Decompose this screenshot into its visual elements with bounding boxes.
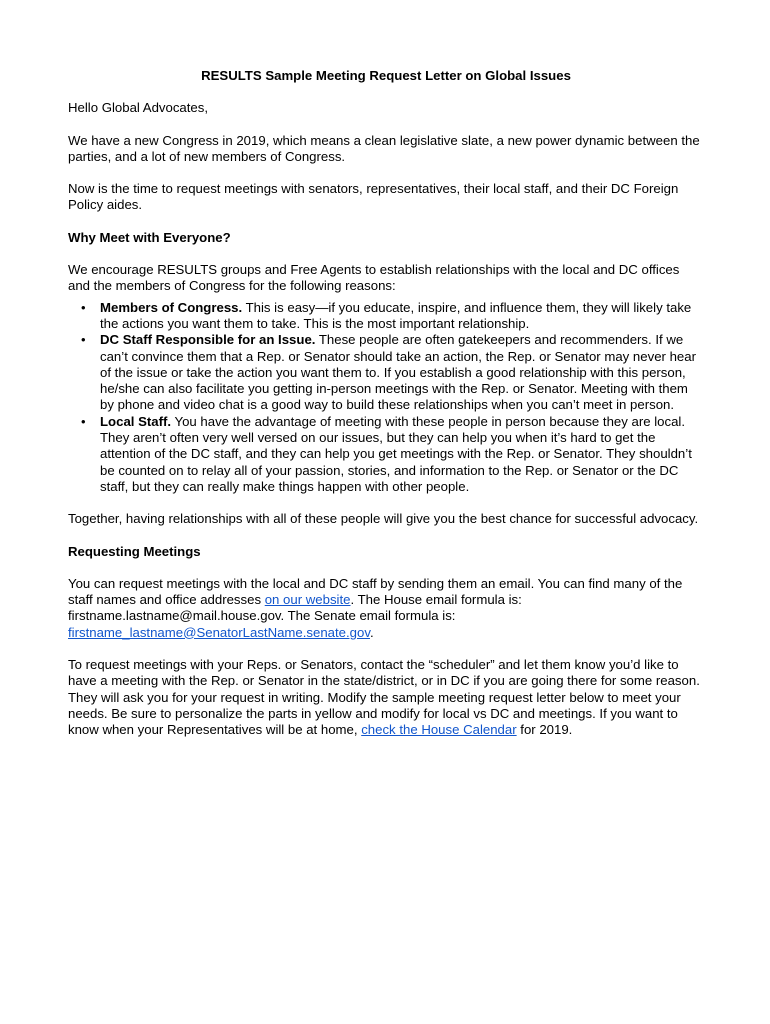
reasons-list	[68, 300, 704, 496]
list-item-lead: Local Staff.	[100, 413, 172, 429]
list-item-text: This is easy—if you educate, inspire, and influence them, they will likely take the actions you want them to take. This is the most important relationship.	[100, 299, 692, 331]
list-item	[81, 332, 704, 413]
list-item	[81, 413, 704, 495]
why-meet-paragraph: We encourage RESULTS groups and Free Agents to establish relationships with the local and DC offices and the members of Congress for the following reasons:	[68, 262, 680, 294]
requesting-paragraph-2	[68, 657, 704, 738]
together-paragraph: Together, having relationships with all of these people will give you the best chance for successful advocacy.	[68, 511, 699, 527]
bullet-icon: •	[81, 299, 86, 315]
text-segment: .	[369, 624, 374, 640]
list-item-lead: Members of Congress.	[100, 299, 243, 315]
bullet-icon: •	[81, 332, 86, 348]
text-segment: You can request meetings with the local and DC staff by sending them an email. You can find many of the staff names and office addresses	[68, 575, 683, 608]
text-segment: . The House email formula is: firstname.lastname@mail.house.gov. The Senate email formula is:	[68, 592, 522, 624]
intro-paragraph-1: We have a new Congress in 2019, which means a clean legislative slate, a new power dynamic between the parties, and a lot of new members of Congress.	[68, 132, 700, 164]
document-page	[68, 68, 704, 755]
requesting-paragraph-1	[68, 576, 704, 641]
list-item-lead: DC Staff Responsible for an Issue.	[100, 332, 316, 348]
intro-paragraph-2: Now is the time to request meetings with senators, representatives, their local staff, and their DC Foreign Policy aides.	[68, 181, 679, 213]
bullet-icon: •	[81, 413, 86, 429]
requesting-meetings-heading: Requesting Meetings	[68, 543, 201, 559]
senate-email-link[interactable]: firstname_lastname@SenatorLastName.senate.gov	[68, 624, 370, 640]
document-title: RESULTS Sample Meeting Request Letter on Global Issues	[201, 68, 571, 83]
why-meet-heading: Why Meet with Everyone?	[68, 229, 231, 245]
list-item-text: You have the advantage of meeting with these people in person because they are local. They aren’t often very well versed on our issues, but they can help you when it’s hard to get the attention of the DC staff, and they can help you get meetings with the Rep. or Senator. They shouldn’t be counted on to relay all of your passion, stories, and information to the Rep. or Senator or the DC staff, but they can really make things happen with other people.	[100, 413, 692, 494]
text-segment: for 2019.	[516, 722, 573, 738]
text-segment: To request meetings with your Reps. or Senators, contact the “scheduler” and let them know you’d like to have a meeting with the Rep. or Senator in the state/district, or in DC if you are going there for some reason. They will ask you for your request in writing. Modify the sample meeting request letter below to meet your needs. Be sure to personalize the parts in yellow and modify for local vs DC and meetings. If you want to know when your Representatives will be at home,	[68, 657, 700, 738]
our-website-link[interactable]: on our website	[264, 592, 351, 608]
list-item-text: These people are often gatekeepers and recommenders. If we can’t convince them that a Rep. or Senator should take an action, the Rep. or Senator may never hear of the issue or take the action you want them to. If you establish a good relationship with this person, he/she can also facilitate you getting in-person meetings with the Rep. or Senator. Meeting with them by phone and video chat is a good way to build these relationships when you can’t meet in person.	[100, 332, 696, 413]
list-item	[81, 299, 704, 333]
house-calendar-link[interactable]: check the House Calendar	[361, 722, 517, 738]
greeting: Hello Global Advocates,	[68, 100, 209, 116]
